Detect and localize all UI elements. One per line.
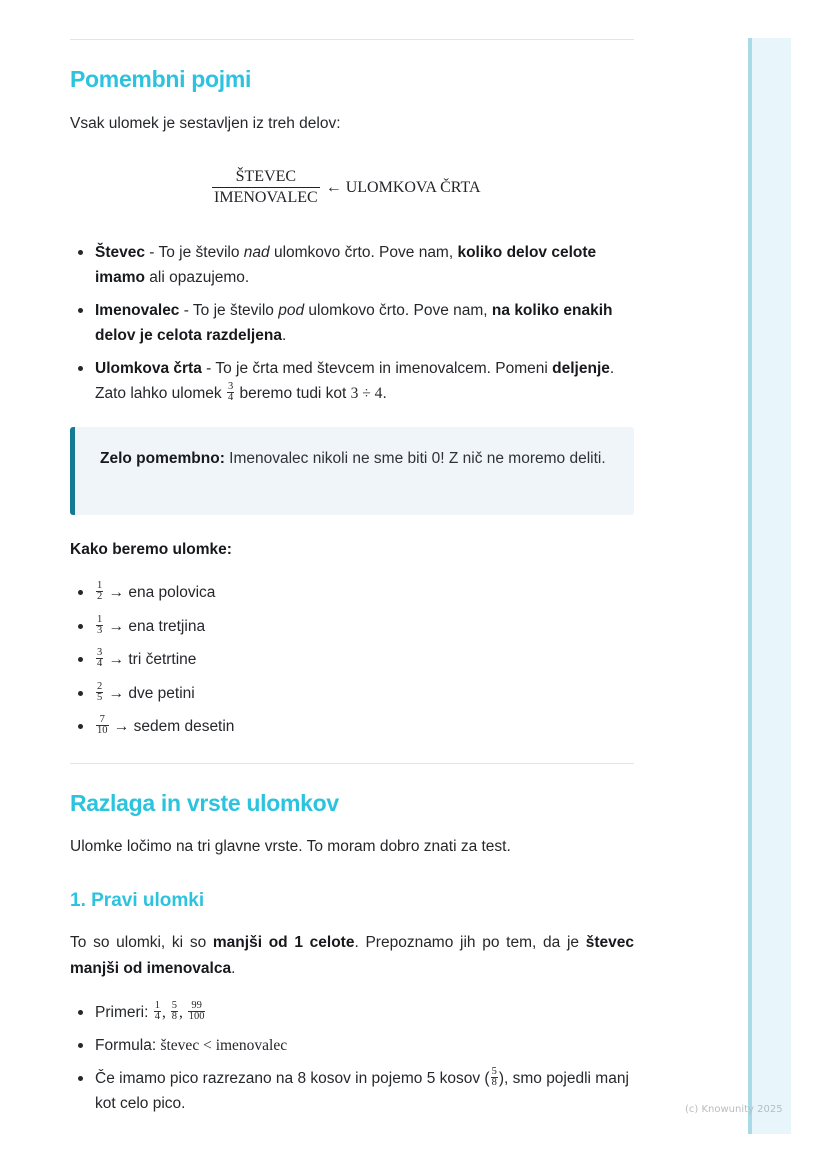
term-text: - To je število <box>144 244 244 261</box>
list-item-ulomkova-crta <box>70 356 634 406</box>
inline-fraction <box>227 382 234 403</box>
term-text: . <box>382 385 387 402</box>
side-panel-decoration <box>748 38 791 1134</box>
fraction-numerator: 3 <box>97 647 103 659</box>
diagram-denominator: IMENOVALEC <box>214 189 318 206</box>
inline-fraction <box>188 1001 206 1022</box>
fraction-denominator: 3 <box>97 624 103 636</box>
term-text: Zato lahko ulomek <box>95 385 226 402</box>
reading-heading: Kako beremo ulomke: <box>70 541 232 558</box>
inline-fraction <box>491 1067 498 1088</box>
term-text: ulomkovo črto. Pove nam, <box>304 302 492 319</box>
term-text: ali opazujemo. <box>144 269 250 286</box>
pizza-text: Če imamo pico razrezano na 8 kosov in pojemo 5 kosov ( <box>95 1070 490 1087</box>
callout-label: Zelo pomembno: <box>100 450 225 467</box>
reading-text: → ena polovica <box>108 584 216 601</box>
division-expression: 3 ÷ 4 <box>350 385 383 402</box>
fraction-numerator: 1 <box>97 580 103 592</box>
term-text: ulomkovo črto. Pove nam, <box>269 244 458 261</box>
list-item-reading <box>70 681 634 706</box>
fraction-denominator: 4 <box>227 392 234 404</box>
formula-expression: števec < imenovalec <box>160 1037 288 1054</box>
fraction-numerator: 3 <box>227 381 234 393</box>
diagram-numerator: ŠTEVEC <box>235 168 297 185</box>
fraction-denominator: 5 <box>97 691 103 703</box>
fraction-denominator: 4 <box>154 1011 160 1023</box>
diagram-fraction <box>212 167 320 208</box>
inline-fraction <box>96 615 103 636</box>
list-item-reading <box>70 614 634 639</box>
callout-text: Imenovalec nikoli ne sme biti 0! Z nič ne moremo deliti. <box>224 450 606 467</box>
inline-fraction <box>171 1001 178 1022</box>
list-item-stevec <box>70 240 634 290</box>
inline-fraction <box>96 682 103 703</box>
diagram-arrow-label: ← ULOMKOVA ČRTA <box>325 178 481 196</box>
section-heading-pomembni-pojmi: Pomembni pojmi <box>70 66 252 92</box>
paragraph-text: To so ulomki, ki so <box>70 934 213 951</box>
fraction-denominator: 2 <box>97 591 103 603</box>
reading-list <box>70 580 634 739</box>
pravi-ulomki-list <box>70 1000 634 1116</box>
term-bold: deljenje <box>552 360 610 377</box>
fraction-denominator: 100 <box>188 1011 205 1023</box>
reading-text: → tri četrtine <box>108 651 197 668</box>
pravi-ulomki-paragraph <box>70 930 634 982</box>
subsection-heading-pravi-ulomki: 1. Pravi ulomki <box>70 890 205 911</box>
examples-label: Primeri: <box>95 1004 153 1021</box>
terms-list <box>70 240 634 406</box>
list-item-imenovalec <box>70 298 634 348</box>
reading-text: → ena tretjina <box>108 617 206 635</box>
term-emphasis: nad <box>243 244 270 261</box>
fraction-numerator: 2 <box>97 680 103 692</box>
list-item-pizza-example <box>70 1066 634 1116</box>
term-label: Števec <box>95 244 145 261</box>
term-bold: koliko delov celote imamo <box>95 244 597 286</box>
fraction-denominator: 4 <box>97 658 103 670</box>
important-callout <box>70 427 634 515</box>
top-divider <box>70 39 634 40</box>
intro-paragraph: Vsak ulomek je sestavljen iz treh delov: <box>70 115 341 132</box>
list-item-reading <box>70 580 634 605</box>
fraction-denominator: 8 <box>491 1077 497 1089</box>
list-item-formula <box>70 1033 634 1058</box>
section-heading-razlaga: Razlaga in vrste ulomkov <box>70 790 339 816</box>
list-item-reading <box>70 647 634 672</box>
term-emphasis: pod <box>278 302 305 319</box>
term-bold: na koliko enakih delov je celota razdeljena <box>95 302 613 344</box>
section2-intro: Ulomke ločimo na tri glavne vrste. To moram dobro znati za test. <box>70 838 511 855</box>
inline-fraction <box>96 648 103 669</box>
formula-label: Formula: <box>95 1037 161 1054</box>
section-divider <box>70 763 634 764</box>
paragraph-text: . Prepoznamo jih po tem, da je <box>354 934 586 951</box>
paragraph-bold: števec manjši od imenovalca <box>70 934 634 977</box>
reading-text: → sedem desetin <box>113 718 235 735</box>
fraction-numerator: 5 <box>491 1066 497 1078</box>
copyright-watermark: (c) Knowunity 2025 <box>685 1104 783 1115</box>
fraction-denominator: 10 <box>97 725 108 737</box>
pizza-text: ), smo pojedli manj kot celo pico. <box>95 1070 629 1112</box>
fraction-denominator: 8 <box>171 1011 177 1023</box>
fraction-numerator: 5 <box>171 1000 177 1012</box>
paragraph-bold: manjši od 1 celote <box>212 934 355 951</box>
term-label: Ulomkova črta <box>95 360 202 377</box>
term-text: - To je črta med števcem in imenovalcem. Pomeni <box>201 360 553 377</box>
fraction-numerator: 1 <box>97 613 103 625</box>
inline-fraction <box>154 1001 161 1022</box>
fraction-parts-diagram <box>212 167 481 208</box>
inline-fraction <box>96 581 103 602</box>
list-item-examples: Primeri: $\frac{1}{4}$ , $\frac{5}{8}$ , $\frac{99}{100}$ <box>70 1000 634 1025</box>
term-text: . <box>281 327 287 344</box>
term-label: Imenovalec <box>95 302 180 319</box>
term-text: beremo tudi kot <box>235 385 351 402</box>
fraction-numerator: 99 <box>191 1000 202 1012</box>
paragraph-text: . <box>231 960 236 977</box>
fraction-numerator: 7 <box>99 714 105 726</box>
term-text: . <box>609 360 615 377</box>
list-item-reading <box>70 714 634 739</box>
inline-fraction <box>96 715 109 736</box>
reading-text: → dve petini <box>108 684 195 702</box>
fraction-numerator: 1 <box>154 1000 160 1012</box>
term-text: - To je število <box>179 302 279 319</box>
